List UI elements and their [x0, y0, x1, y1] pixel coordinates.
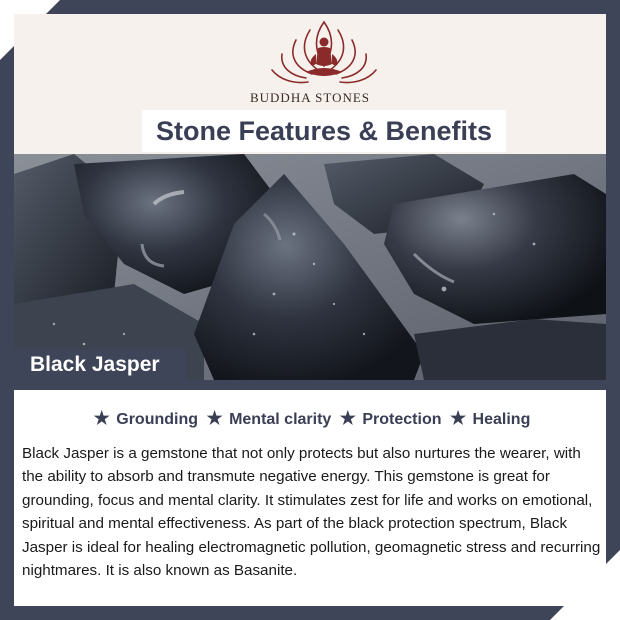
feature-item: Healing: [472, 411, 531, 428]
feature-item: Protection: [362, 411, 442, 428]
star-icon: ★: [93, 408, 110, 428]
page-title: Stone Features & Benefits: [155, 116, 493, 146]
star-icon: ★: [449, 408, 467, 428]
stone-description: Black Jasper is a gemstone that not only protects but also nurtures the wearer, with the ability to absorb and transmute negative energy. This gemstone is great for grounding, focus and mental clarity. It stimulates zest for life and works on emotional, spiritual and mental effectiveness. As part of the black protection spectrum, Black Jasper is ideal for healing electromagnetic pollution, geomagnetic stress and recurring nightmares. It is also known as Basanite.: [22, 445, 601, 580]
title-box: [142, 110, 506, 152]
info-panel: [14, 390, 606, 606]
stone-name-tag: [14, 349, 186, 380]
stone-photo: [14, 154, 606, 380]
features-list: [14, 408, 606, 429]
star-icon: ★: [206, 408, 223, 428]
feature-item: Grounding: [116, 411, 199, 428]
stone-name: Black Jasper: [30, 353, 160, 376]
black-jasper-stones-image: [14, 154, 606, 380]
star-icon: ★: [339, 408, 356, 428]
header: [14, 14, 606, 154]
brand-name: BUDDHA STONES: [249, 90, 371, 105]
feature-item: Mental clarity: [229, 411, 332, 428]
